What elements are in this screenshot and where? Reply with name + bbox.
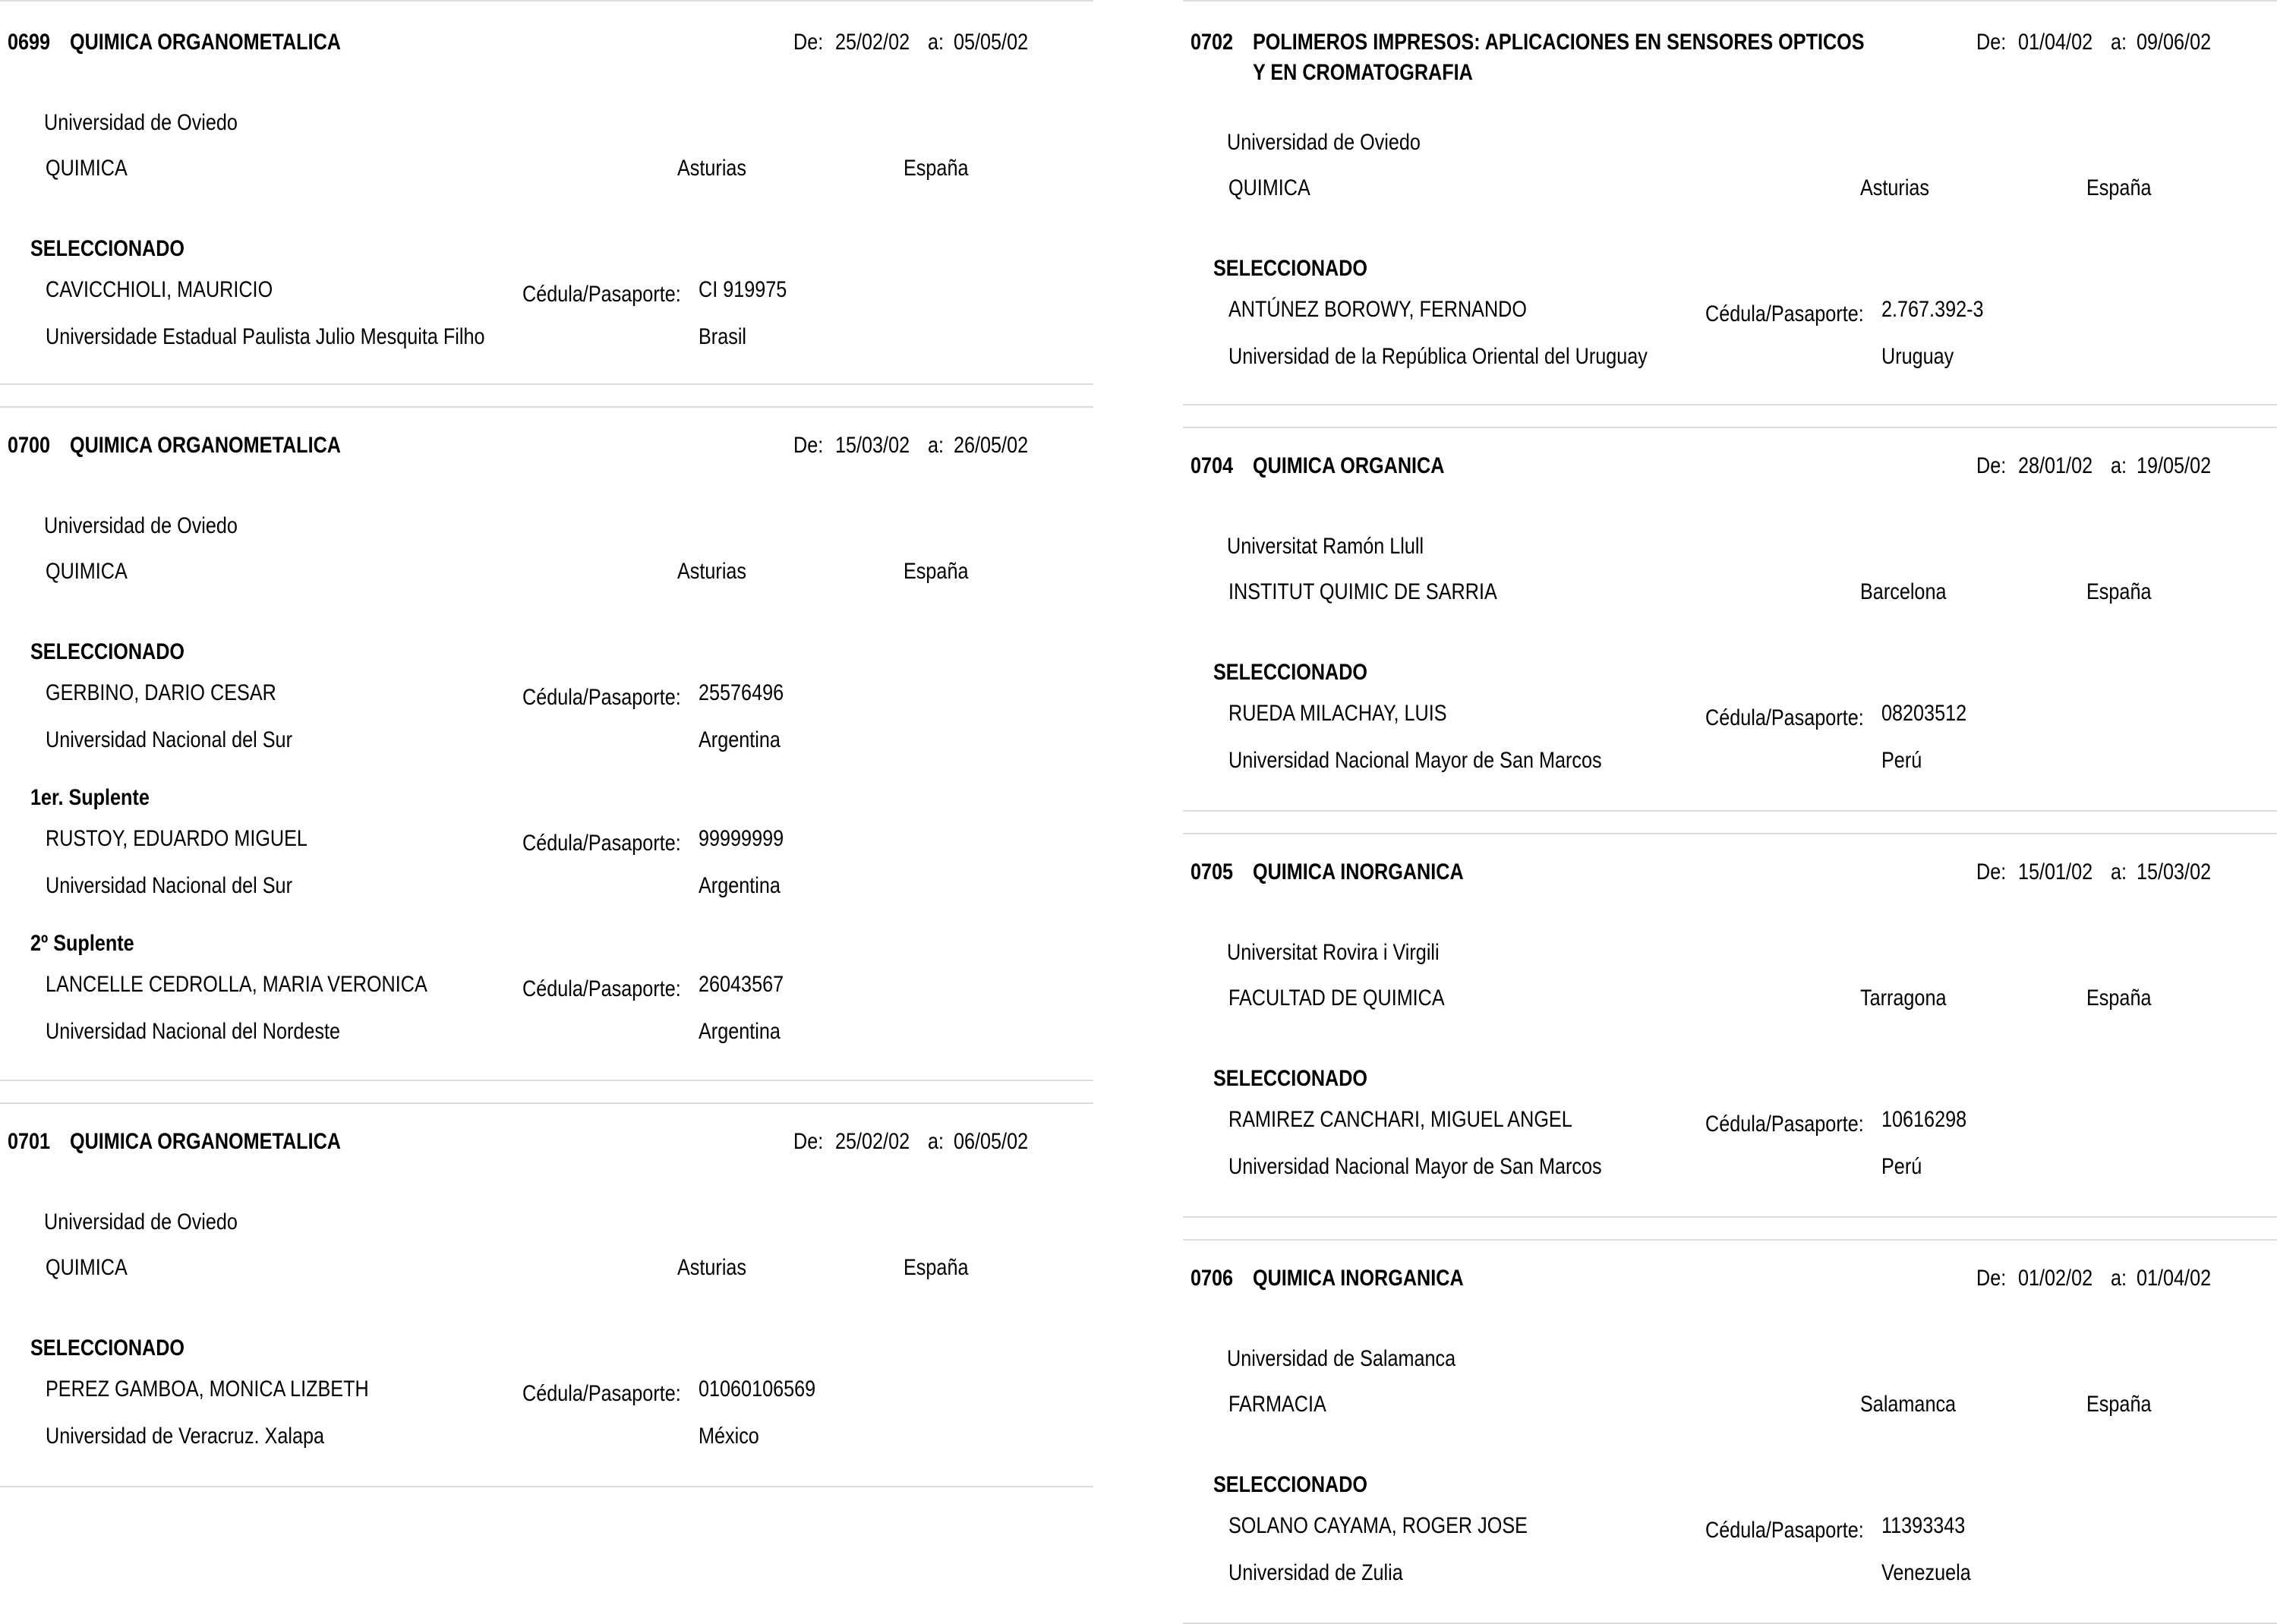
host-country: España (2086, 579, 2152, 604)
date-from-label: De: (1976, 859, 2007, 885)
record-0701 (0, 1102, 1093, 1487)
host-university: Universidad de Oviedo (44, 1209, 238, 1235)
person-doc: 2.767.392-3 (1881, 297, 1984, 322)
person-institution: Universidad Nacional del Sur (46, 873, 292, 898)
person-role: SELECCIONADO (1213, 660, 1368, 685)
date-from-label: De: (1976, 453, 2007, 478)
host-department: FARMACIA (1228, 1392, 1326, 1417)
record-code: 0705 (1191, 859, 1234, 885)
record-code: 0701 (8, 1129, 51, 1154)
person-institution: Universidad de la República Oriental del Uruguay (1228, 344, 1648, 369)
person-institution: Universidad Nacional Mayor de San Marcos (1228, 1154, 1602, 1179)
host-country: España (904, 1255, 969, 1280)
cedula-label: Cédula/Pasaporte: (1705, 1112, 1864, 1137)
person-institution: Universidad de Zulia (1228, 1560, 1403, 1585)
person-name: RAMIREZ CANCHARI, MIGUEL ANGEL (1228, 1107, 1572, 1132)
cedula-label: Cédula/Pasaporte: (522, 831, 681, 856)
host-country: España (2086, 985, 2152, 1011)
cedula-label: Cédula/Pasaporte: (1705, 1518, 1864, 1543)
host-university: Universidad de Salamanca (1227, 1346, 1456, 1371)
cedula-label: Cédula/Pasaporte: (522, 1381, 681, 1406)
person-doc: 08203512 (1881, 701, 1967, 726)
record-0705 (1183, 833, 2277, 1218)
date-to-label: a: (2111, 859, 2127, 885)
host-department: QUIMICA (46, 559, 128, 584)
date-to: 26/05/02 (954, 433, 1029, 458)
record-title: QUIMICA ORGANOMETALICA (70, 433, 341, 458)
host-country: España (2086, 1392, 2152, 1417)
person-role: SELECCIONADO (1213, 1066, 1368, 1091)
person-doc: 11393343 (1881, 1513, 1966, 1538)
person-role: SELECCIONADO (1213, 256, 1368, 281)
left-column (0, 0, 1093, 1487)
person-country: Uruguay (1881, 344, 1954, 369)
host-region: Salamanca (1860, 1392, 1957, 1417)
date-from: 25/02/02 (835, 1129, 910, 1154)
person-doc: 10616298 (1881, 1107, 1967, 1132)
date-from: 01/02/02 (2018, 1266, 2093, 1291)
person-country: Argentina (699, 727, 781, 752)
host-university: Universidad de Oviedo (44, 513, 238, 538)
date-to: 01/04/02 (2137, 1266, 2212, 1291)
host-university: Universidad de Oviedo (1227, 130, 1421, 155)
person-role: SELECCIONADO (1213, 1472, 1368, 1497)
host-region: Asturias (1860, 175, 1930, 200)
person-country: Argentina (699, 1019, 781, 1044)
person-country: México (699, 1424, 759, 1449)
person-name: LANCELLE CEDROLLA, MARIA VERONICA (46, 972, 427, 997)
person-country: Perú (1881, 1154, 1922, 1179)
date-to-label: a: (2111, 453, 2127, 478)
date-from: 15/01/02 (2018, 859, 2093, 885)
host-university: Universidad de Oviedo (44, 110, 238, 135)
right-column (1183, 0, 2277, 1624)
person-country: Venezuela (1881, 1560, 1971, 1585)
date-to: 15/03/02 (2137, 859, 2212, 885)
host-region: Tarragona (1860, 985, 1947, 1011)
date-to: 05/05/02 (954, 30, 1029, 55)
record-code: 0706 (1191, 1266, 1234, 1291)
person-role: 2º Suplente (30, 931, 134, 956)
cedula-label: Cédula/Pasaporte: (1705, 301, 1864, 326)
record-title: QUIMICA ORGANOMETALICA (70, 1129, 341, 1154)
date-to: 06/05/02 (954, 1129, 1029, 1154)
host-department: QUIMICA (46, 156, 128, 181)
person-institution: Universidad Nacional Mayor de San Marcos (1228, 748, 1602, 773)
person-name: PEREZ GAMBOA, MONICA LIZBETH (46, 1376, 369, 1402)
record-0700 (0, 406, 1093, 1081)
person-country: Brasil (699, 324, 747, 349)
host-department: QUIMICA (1228, 175, 1310, 200)
record-title: QUIMICA ORGANOMETALICA (70, 30, 341, 55)
person-institution: Universidad de Veracruz. Xalapa (46, 1424, 325, 1449)
date-to-label: a: (928, 30, 945, 55)
record-0699 (0, 0, 1093, 385)
person-name: ANTÚNEZ BOROWY, FERNANDO (1228, 297, 1527, 322)
record-code: 0699 (8, 30, 51, 55)
date-to-label: a: (928, 433, 945, 458)
host-university: Universitat Ramón Llull (1227, 534, 1424, 559)
date-from: 01/04/02 (2018, 30, 2093, 55)
date-to: 19/05/02 (2137, 453, 2212, 478)
host-country: España (904, 156, 969, 181)
host-university: Universitat Rovira i Virgili (1227, 940, 1440, 965)
person-name: CAVICCHIOLI, MAURICIO (46, 277, 273, 302)
record-0704 (1183, 427, 2277, 812)
date-from-label: De: (793, 30, 824, 55)
record-title: POLIMEROS IMPRESOS: APLICACIONES EN SENSORES OPTICOS Y EN CROMATOGRAFIA (1253, 30, 1865, 85)
host-country: España (2086, 175, 2152, 200)
person-country: Argentina (699, 873, 781, 898)
record-title: QUIMICA ORGANICA (1253, 453, 1445, 478)
host-country: España (904, 559, 969, 584)
person-country: Perú (1881, 748, 1922, 773)
cedula-label: Cédula/Pasaporte: (522, 685, 681, 710)
date-from: 15/03/02 (835, 433, 910, 458)
person-doc: 26043567 (699, 972, 784, 997)
date-from-label: De: (1976, 1266, 2007, 1291)
person-role: 1er. Suplente (30, 785, 150, 810)
record-0706 (1183, 1239, 2277, 1624)
host-region: Asturias (677, 1255, 747, 1280)
date-from: 28/01/02 (2018, 453, 2093, 478)
person-name: SOLANO CAYAMA, ROGER JOSE (1228, 1513, 1528, 1538)
record-code: 0704 (1191, 453, 1234, 478)
date-from-label: De: (1976, 30, 2007, 55)
person-institution: Universidade Estadual Paulista Julio Mesquita Filho (46, 324, 485, 349)
record-0702 (1183, 0, 2277, 405)
date-from-label: De: (793, 1129, 824, 1154)
person-role: SELECCIONADO (30, 236, 185, 261)
host-department: INSTITUT QUIMIC DE SARRIA (1228, 579, 1497, 604)
host-region: Barcelona (1860, 579, 1947, 604)
date-to-label: a: (2111, 1266, 2127, 1291)
cedula-label: Cédula/Pasaporte: (1705, 705, 1864, 730)
host-department: QUIMICA (46, 1255, 128, 1280)
person-doc: CI 919975 (699, 277, 787, 302)
date-to: 09/06/02 (2137, 30, 2212, 55)
person-doc: 25576496 (699, 680, 784, 705)
person-institution: Universidad Nacional del Nordeste (46, 1019, 341, 1044)
person-doc: 99999999 (699, 826, 784, 851)
person-name: RUEDA MILACHAY, LUIS (1228, 701, 1447, 726)
record-code: 0700 (8, 433, 51, 458)
person-name: GERBINO, DARIO CESAR (46, 680, 276, 705)
host-department: FACULTAD DE QUIMICA (1228, 985, 1445, 1011)
date-to-label: a: (2111, 30, 2127, 55)
person-doc: 01060106569 (699, 1376, 816, 1402)
person-name: RUSTOY, EDUARDO MIGUEL (46, 826, 307, 851)
person-institution: Universidad Nacional del Sur (46, 727, 292, 752)
cedula-label: Cédula/Pasaporte: (522, 282, 681, 307)
date-to-label: a: (928, 1129, 945, 1154)
record-title: QUIMICA INORGANICA (1253, 1266, 1464, 1291)
date-from-label: De: (793, 433, 824, 458)
date-from: 25/02/02 (835, 30, 910, 55)
record-code: 0702 (1191, 30, 1234, 55)
host-region: Asturias (677, 559, 747, 584)
cedula-label: Cédula/Pasaporte: (522, 976, 681, 1001)
record-title: QUIMICA INORGANICA (1253, 859, 1464, 885)
person-role: SELECCIONADO (30, 1335, 185, 1361)
person-role: SELECCIONADO (30, 639, 185, 664)
host-region: Asturias (677, 156, 747, 181)
